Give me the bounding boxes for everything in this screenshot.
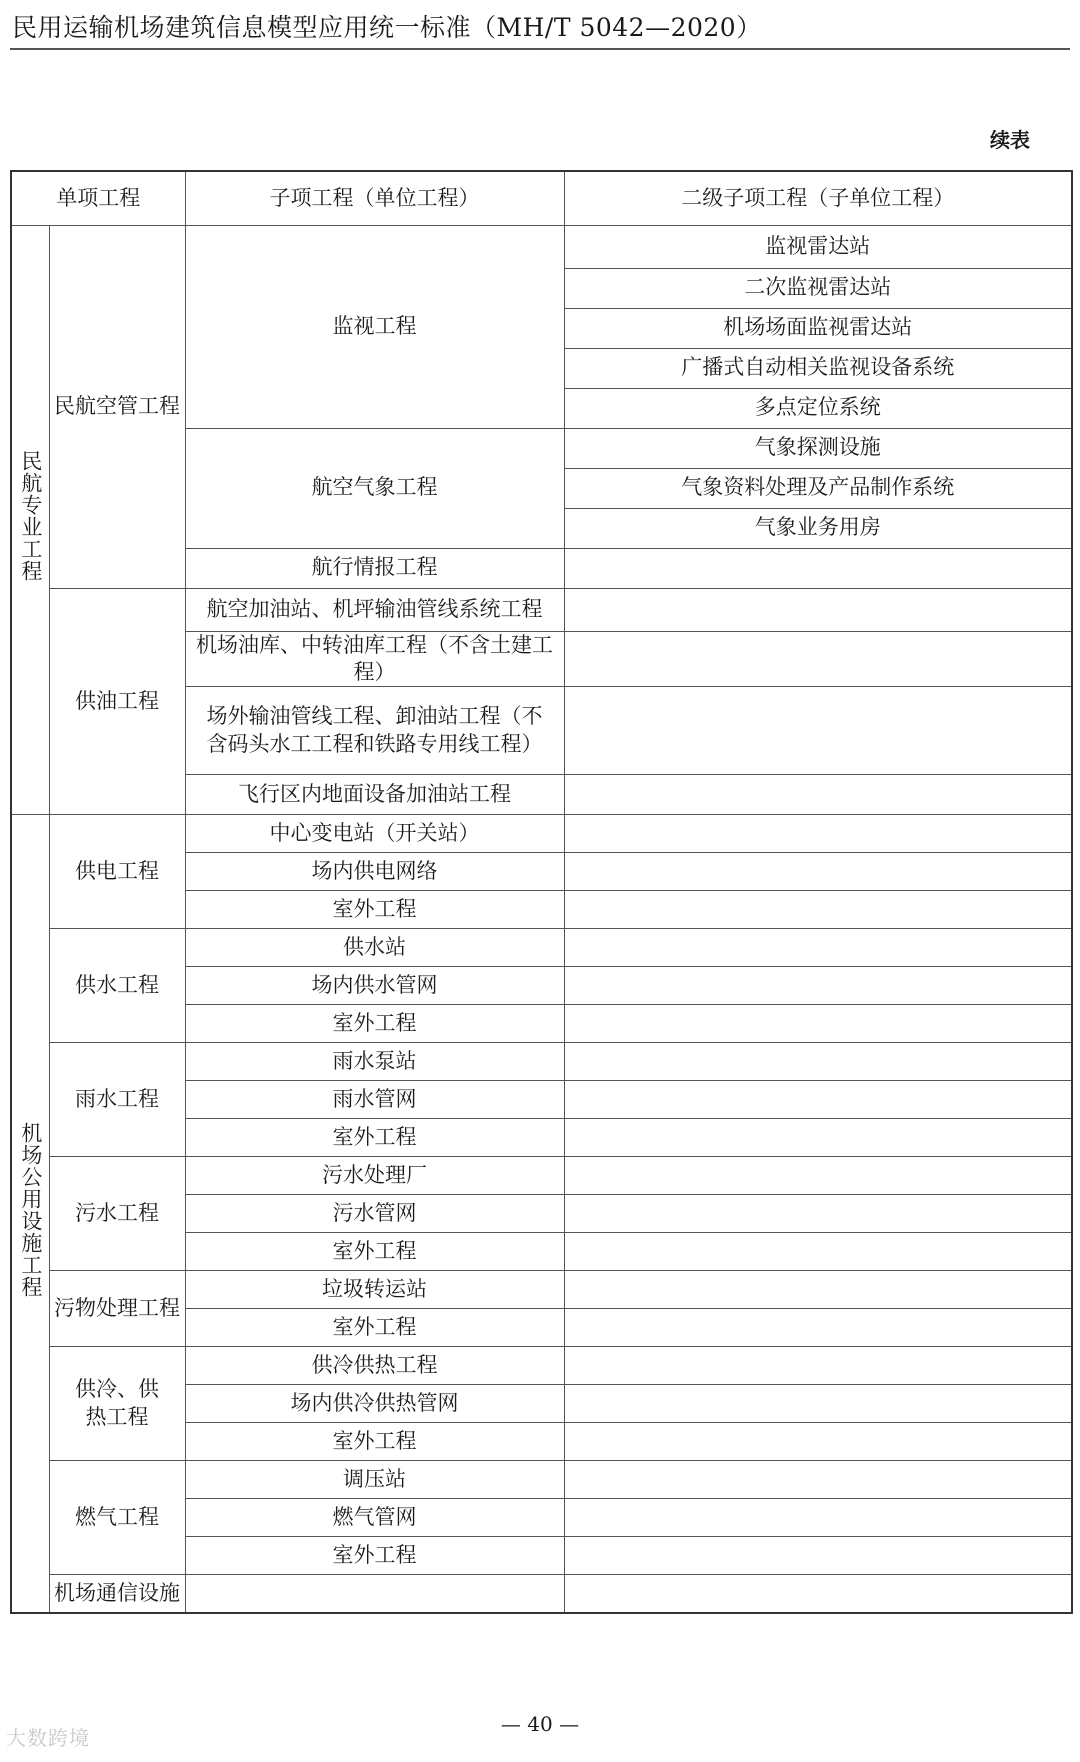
- watermark: 大数跨境: [6, 1726, 90, 1750]
- subproject-item: 机场油库、中转油库工程（不含土建工程）: [185, 631, 564, 687]
- subproject-item: 污水管网: [185, 1195, 564, 1233]
- project-waste: 污物处理工程: [49, 1271, 185, 1347]
- subproject-item: 室外工程: [185, 1119, 564, 1157]
- subproject-item: 调压站: [185, 1461, 564, 1499]
- project-water: 供水工程: [49, 929, 185, 1043]
- secondary-empty: [564, 1461, 1072, 1499]
- col-header-single-project: 单项工程: [11, 171, 185, 225]
- secondary-empty: [564, 1043, 1072, 1081]
- group-label-airport-utilities: 机场公用设施工程: [11, 815, 49, 1613]
- secondary-empty: [564, 1119, 1072, 1157]
- secondary-empty: [564, 1347, 1072, 1385]
- project-fuel: 供油工程: [49, 588, 185, 815]
- project-atc: 民航空管工程: [49, 225, 185, 588]
- secondary-empty: [564, 775, 1072, 815]
- table-row: [11, 225, 1072, 268]
- secondary-empty: [564, 1309, 1072, 1347]
- running-header: 民用运输机场建筑信息模型应用统一标准（MH/T 5042—2020）: [12, 13, 762, 42]
- subproject-item: 供冷供热工程: [185, 1347, 564, 1385]
- secondary-empty: [564, 687, 1072, 775]
- subproject-item: 场内供电网络: [185, 853, 564, 891]
- table-row: [11, 1271, 1072, 1309]
- secondary-empty: [564, 891, 1072, 929]
- secondary-item: 气象业务用房: [564, 508, 1072, 548]
- table-row: [11, 1575, 1072, 1613]
- subproject-item: 飞行区内地面设备加油站工程: [185, 775, 564, 815]
- subproject-item: 供水站: [185, 929, 564, 967]
- subproject-item: 污水处理厂: [185, 1157, 564, 1195]
- subproject-item: 燃气管网: [185, 1499, 564, 1537]
- table-row: [11, 588, 1072, 631]
- project-gas: 燃气工程: [49, 1461, 185, 1575]
- group-label-civil-aviation: 民航专业工程: [11, 225, 49, 815]
- subproject-item: 航空加油站、机坪输油管线系统工程: [185, 588, 564, 631]
- secondary-empty: [564, 631, 1072, 687]
- subproject-item: 室外工程: [185, 1309, 564, 1347]
- subproject-meteorology: 航空气象工程: [185, 428, 564, 548]
- subproject-item: 室外工程: [185, 1423, 564, 1461]
- subproject-item: 雨水管网: [185, 1081, 564, 1119]
- header-rule: [10, 48, 1070, 50]
- table-row: [11, 929, 1072, 967]
- secondary-item: 监视雷达站: [564, 225, 1072, 268]
- subproject-surveillance: 监视工程: [185, 225, 564, 428]
- secondary-item: 气象资料处理及产品制作系统: [564, 468, 1072, 508]
- project-power: 供电工程: [49, 815, 185, 929]
- subproject-item: 室外工程: [185, 1537, 564, 1575]
- col-header-sub-project: 子项工程（单位工程）: [185, 171, 564, 225]
- secondary-empty: [564, 1081, 1072, 1119]
- secondary-empty: [564, 1271, 1072, 1309]
- secondary-empty: [564, 1423, 1072, 1461]
- col-header-secondary-sub-project: 二级子项工程（子单位工程）: [564, 171, 1072, 225]
- secondary-item: 多点定位系统: [564, 388, 1072, 428]
- project-division-table: [10, 170, 1073, 1614]
- project-comms: 机场通信设施: [49, 1575, 185, 1613]
- secondary-item: 机场场面监视雷达站: [564, 308, 1072, 348]
- subproject-item: 场内供水管网: [185, 967, 564, 1005]
- secondary-empty: [564, 1005, 1072, 1043]
- secondary-empty: [564, 815, 1072, 853]
- subproject-item: 垃圾转运站: [185, 1271, 564, 1309]
- table-row: [11, 1157, 1072, 1195]
- subproject-item: 室外工程: [185, 1005, 564, 1043]
- subproject-item: 室外工程: [185, 1233, 564, 1271]
- subproject-item: 场外输油管线工程、卸油站工程（不含码头水工工程和铁路专用线工程）: [185, 687, 564, 775]
- subproject-item: 室外工程: [185, 891, 564, 929]
- secondary-item: 气象探测设施: [564, 428, 1072, 468]
- secondary-empty: [564, 548, 1072, 588]
- secondary-empty: [564, 853, 1072, 891]
- page-number: — 40 —: [500, 1712, 580, 1736]
- secondary-empty: [564, 588, 1072, 631]
- subproject-item: 雨水泵站: [185, 1043, 564, 1081]
- secondary-empty: [564, 967, 1072, 1005]
- table-row: [11, 815, 1072, 853]
- secondary-empty: [564, 929, 1072, 967]
- secondary-empty: [564, 1385, 1072, 1423]
- project-sewage: 污水工程: [49, 1157, 185, 1271]
- subproject-ais: 航行情报工程: [185, 548, 564, 588]
- subproject-empty: [185, 1575, 564, 1613]
- subproject-item: 中心变电站（开关站）: [185, 815, 564, 853]
- secondary-empty: [564, 1575, 1072, 1613]
- table-row: [11, 1043, 1072, 1081]
- secondary-empty: [564, 1233, 1072, 1271]
- table-row: [11, 1347, 1072, 1385]
- continued-label: 续表: [990, 128, 1030, 152]
- secondary-empty: [564, 1157, 1072, 1195]
- secondary-empty: [564, 1537, 1072, 1575]
- secondary-empty: [564, 1499, 1072, 1537]
- table-row: [11, 1461, 1072, 1499]
- project-rain: 雨水工程: [49, 1043, 185, 1157]
- subproject-item: 场内供冷供热管网: [185, 1385, 564, 1423]
- secondary-item: 二次监视雷达站: [564, 268, 1072, 308]
- secondary-item: 广播式自动相关监视设备系统: [564, 348, 1072, 388]
- secondary-empty: [564, 1195, 1072, 1233]
- project-hvac: 供冷、供热工程: [49, 1347, 185, 1461]
